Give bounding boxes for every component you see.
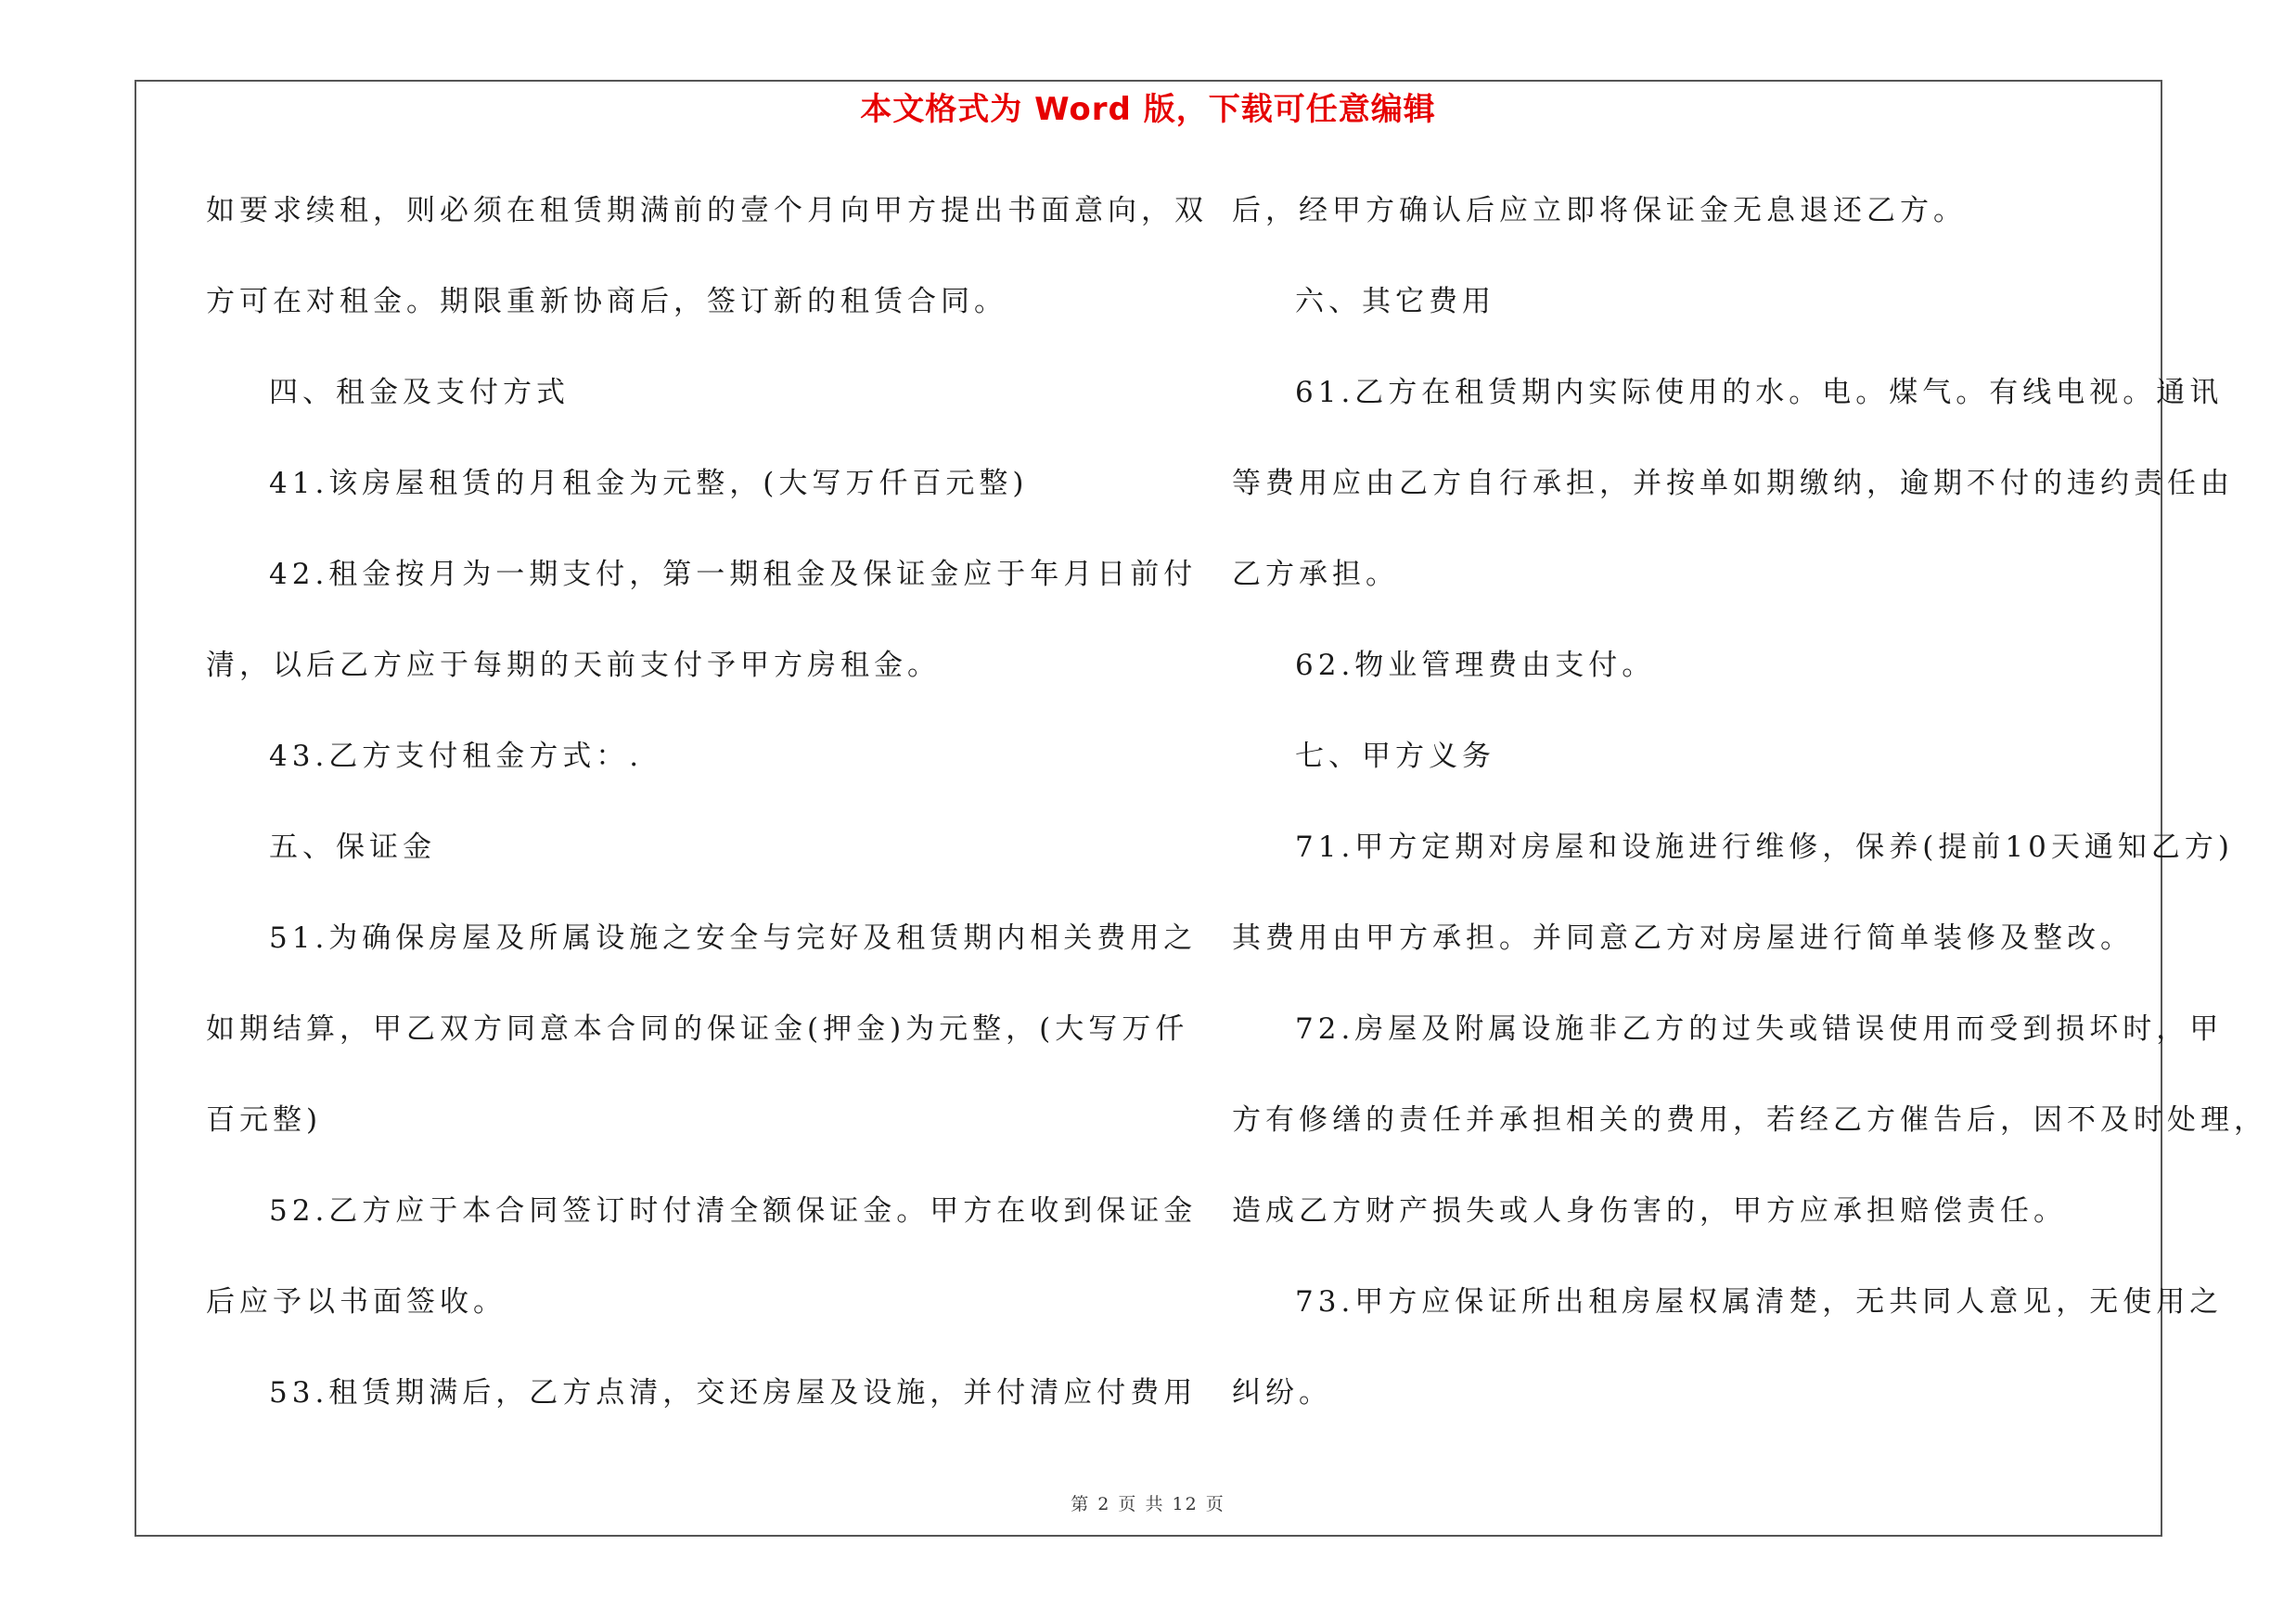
section-heading-landlord-duties: 七、甲方义务: [1295, 740, 1495, 773]
section-heading-other-fees: 六、其它费用: [1295, 285, 1495, 318]
section-heading-rent: 四、租金及支付方式: [269, 376, 570, 409]
right-line: 62.物业管理费由支付。: [1295, 649, 1656, 682]
right-line: 造成乙方财产损失或人身伤害的，甲方应承担赔偿责任。: [1232, 1194, 2067, 1228]
right-line: 乙方承担。: [1232, 558, 1399, 591]
right-line: 纠纷。: [1232, 1376, 1332, 1410]
right-line: 61.乙方在租赁期内实际使用的水。电。煤气。有线电视。通讯: [1295, 376, 2224, 409]
left-line: 方可在对租金。期限重新协商后，签订新的租赁合同。: [206, 285, 1007, 318]
left-line: 52.乙方应于本合同签订时付清全额保证金。甲方在收到保证金: [269, 1194, 1198, 1228]
left-line: 百元整): [206, 1103, 323, 1137]
section-heading-deposit: 五、保证金: [269, 831, 436, 864]
word-format-banner: 本文格式为 Word 版，下载可任意编辑: [860, 91, 1436, 128]
left-line: 42.租金按月为一期支付，第一期租金及保证金应于年月日前付: [269, 558, 1198, 591]
right-line: 等费用应由乙方自行承担，并按单如期缴纳，逾期不付的违约责任由: [1232, 467, 2234, 500]
right-line: 72.房屋及附属设施非乙方的过失或错误使用而受到损坏时，甲: [1295, 1012, 2224, 1046]
right-line: 其费用由甲方承担。并同意乙方对房屋进行简单装修及整改。: [1232, 921, 2134, 955]
left-line: 如期结算，甲乙双方同意本合同的保证金(押金)为元整，(大写万仟: [206, 1012, 1189, 1046]
right-text-column: [1232, 182, 2267, 1455]
left-line: 后应予以书面签收。: [206, 1285, 507, 1319]
left-line: 53.租赁期满后，乙方点清，交还房屋及设施，并付清应付费用: [269, 1376, 1198, 1410]
left-line: 清，以后乙方应于每期的天前支付予甲方房租金。: [206, 649, 941, 682]
page-number-footer: 第 2 页 共 12 页: [1071, 1494, 1225, 1514]
left-line: 41.该房屋租赁的月租金为元整，(大写万仟百元整): [269, 467, 1029, 500]
right-line: 后，经甲方确认后应立即将保证金无息退还乙方。: [1232, 194, 1967, 227]
left-text-column: [206, 182, 1208, 1455]
right-line: 71.甲方定期对房屋和设施进行维修，保养(提前10天通知乙方): [1295, 831, 2234, 864]
right-line: 73.甲方应保证所出租房屋权属清楚，无共同人意见，无使用之: [1295, 1285, 2224, 1319]
left-line: 如要求续租，则必须在租赁期满前的壹个月向甲方提出书面意向，双: [206, 194, 1208, 227]
left-line: 43.乙方支付租金方式：.: [269, 740, 644, 773]
right-line: 方有修缮的责任并承担相关的费用，若经乙方催告后，因不及时处理，: [1232, 1103, 2267, 1137]
left-line: 51.为确保房屋及所属设施之安全与完好及租赁期内相关费用之: [269, 921, 1198, 955]
